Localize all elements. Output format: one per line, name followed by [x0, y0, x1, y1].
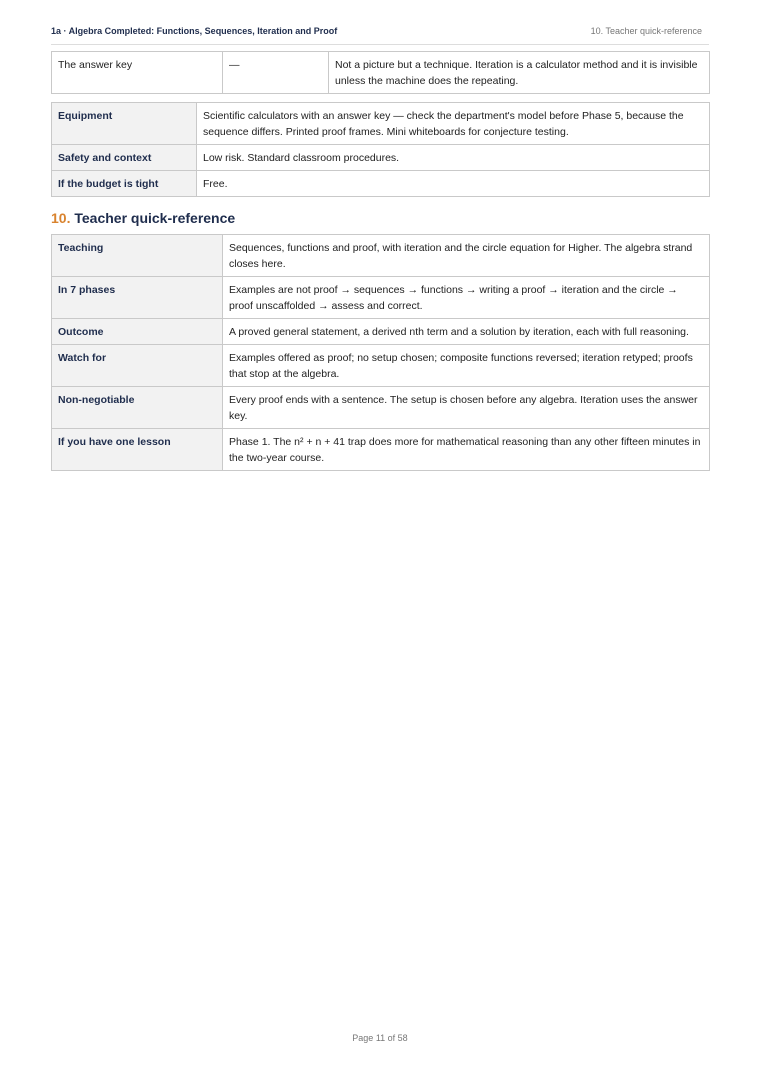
- row-label: Safety and context: [52, 145, 197, 171]
- row-label: Outcome: [52, 319, 223, 345]
- document-title: 1a · Algebra Completed: Functions, Sequences, Iteration and Proof: [51, 26, 338, 36]
- page-header: [51, 26, 709, 45]
- section-number: 10.: [51, 210, 71, 226]
- row-label: Teaching: [52, 235, 223, 277]
- table-row: [52, 345, 710, 387]
- row-label: Watch for: [52, 345, 223, 387]
- row-label: If the budget is tight: [52, 171, 197, 197]
- table-row: [52, 52, 710, 94]
- section-indicator: 10. Teacher quick-reference: [590, 26, 702, 36]
- quick-reference-table: [51, 234, 710, 471]
- table-row: [52, 171, 710, 197]
- table-cell: Not a picture but a technique. Iteration is a calculator method and it is invisible unless the machine does the repeating.: [329, 52, 710, 94]
- table-row: [52, 277, 710, 319]
- table-row: [52, 235, 710, 277]
- table-row: [52, 429, 710, 471]
- table-cell: —: [223, 52, 329, 94]
- row-label: Non-negotiable: [52, 387, 223, 429]
- table-row: [52, 319, 710, 345]
- row-value: Sequences, functions and proof, with iteration and the circle equation for Higher. The algebra strand closes here.: [223, 235, 710, 277]
- row-value: A proved general statement, a derived nth term and a solution by iteration, each with full reasoning.: [223, 319, 710, 345]
- section-heading: [51, 209, 235, 227]
- row-value: Every proof ends with a sentence. The setup is chosen before any algebra. Iteration uses the answer key.: [223, 387, 710, 429]
- row-value: Phase 1. The n² + n + 41 trap does more for mathematical reasoning than any other fifteen minutes in the two-year course.: [223, 429, 710, 471]
- row-value: Examples offered as proof; no setup chosen; composite functions reversed; iteration retyped; proofs that stop at the algebra.: [223, 345, 710, 387]
- row-label: Equipment: [52, 103, 197, 145]
- answer-key-table: [51, 51, 710, 94]
- table-cell: The answer key: [52, 52, 223, 94]
- table-row: [52, 103, 710, 145]
- row-value: Examples are not proof → sequences → functions → writing a proof → iteration and the circle → proof unscaffolded → assess and correct.: [223, 277, 710, 319]
- row-label: In 7 phases: [52, 277, 223, 319]
- row-value: Free.: [197, 171, 710, 197]
- row-value: Low risk. Standard classroom procedures.: [197, 145, 710, 171]
- table-row: [52, 387, 710, 429]
- section-title: Teacher quick-reference: [74, 210, 236, 226]
- table-row: [52, 145, 710, 171]
- resources-table: [51, 102, 710, 197]
- page-number: Page 11 of 58: [352, 1033, 408, 1043]
- row-label: If you have one lesson: [52, 429, 223, 471]
- row-value: Scientific calculators with an answer key — check the department's model before Phase 5, because the sequence differs. Printed proof frames. Mini whiteboards for conjecture testing.: [197, 103, 710, 145]
